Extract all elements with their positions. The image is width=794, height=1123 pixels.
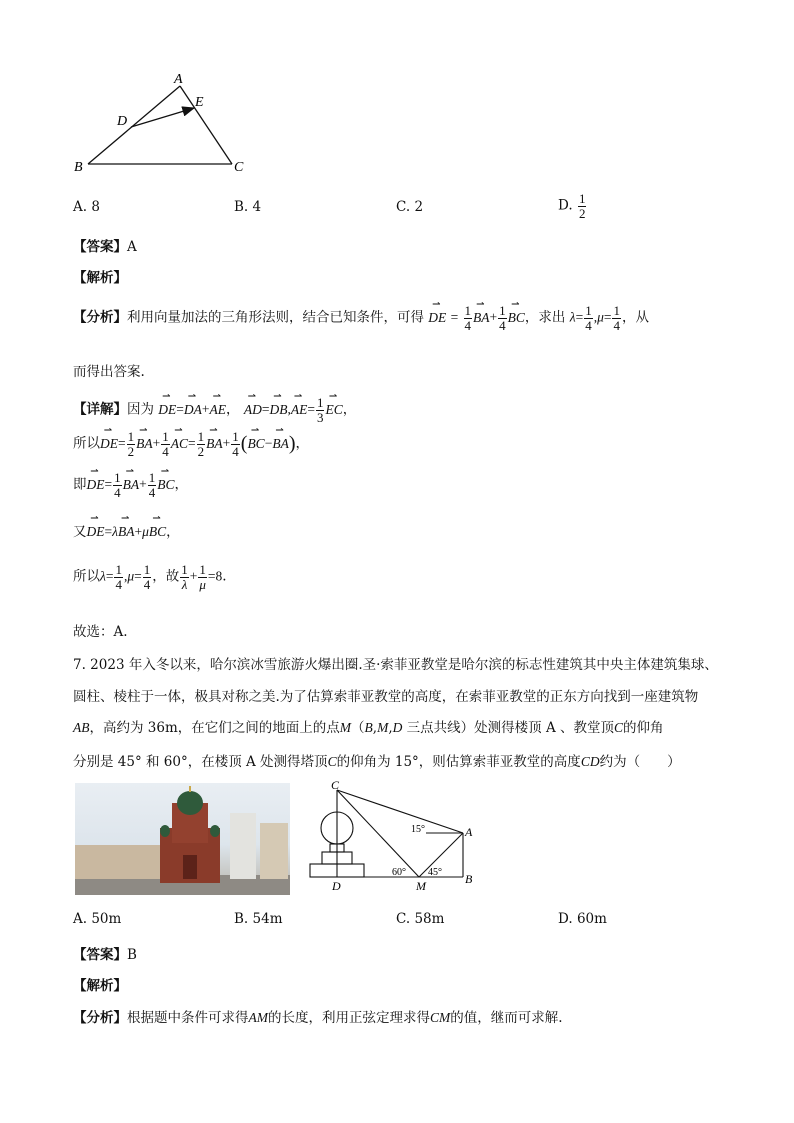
elevation-diagram xyxy=(300,780,500,895)
label-B: B xyxy=(74,160,83,175)
svg-text:60°: 60° xyxy=(392,867,406,878)
q7-stem-line3: AB，高约为 36m，在它们之间的地面上的点M（B,M,D 三点共线）处测得楼顶 A 、教堂顶C的仰角 xyxy=(73,720,664,736)
segment-AC xyxy=(180,86,232,164)
cathedral-photo xyxy=(75,783,290,895)
label-A: A xyxy=(174,72,183,87)
label-E: E xyxy=(195,95,204,110)
q6-answer: 【答案】A xyxy=(73,239,137,255)
q6-option-b: B. 4 xyxy=(234,199,262,215)
q7-option-c: C. 58m xyxy=(396,911,445,927)
q6-option-d: D. $\frac{1}{2}$ xyxy=(558,191,586,221)
q6-fenxi-line2: 而得出答案. xyxy=(73,364,145,380)
q6-option-c: C. 2 xyxy=(396,199,424,215)
q7-stem-line1: 7. 2023 年入冬以来，哈尔滨冰雪旅游火爆出圈.圣·索菲亚教堂是哈尔滨的标志性建筑其中央主体建筑集球、 xyxy=(73,657,718,673)
svg-text:B: B xyxy=(465,872,473,886)
vector-DE xyxy=(131,108,194,127)
q7-stem-line2: 圆柱、棱柱于一体，极具对称之美.为了估算索菲亚教堂的高度，在索菲亚教堂的正东方向找到一座建筑物 xyxy=(73,689,699,705)
q7-answer: 【答案】B xyxy=(73,947,137,963)
svg-text:M: M xyxy=(416,879,426,893)
svg-text:C: C xyxy=(331,780,340,792)
q6-fenxi-line1: 【分析】利用向量加法的三角形法则，结合已知条件，可得 ⇀ DE = $\frac{1}{4}$ ⇀ BA+ $\frac{1}{4}$ ⇀ BC，求出 λ= $\frac{1}{4}$ ,μ= $\frac{1}{4}$ ，从 xyxy=(73,304,649,332)
svg-text:15°: 15° xyxy=(411,824,425,835)
q6-choose: 故选：A. xyxy=(73,624,128,640)
q7-analysis-heading: 【解析】 xyxy=(73,978,127,994)
q6-detail-line5: 所以λ= $\frac{1}{4}$ ,μ= $\frac{1}{4}$ ，故 $\frac{1}{\lambda}$ + $\frac{1}{\mu}$ =8. xyxy=(73,562,227,592)
q6-detail-line1: 【详解】因为 ⇀ DE=⇀ DA+⇀ AE， ⇀ AD=⇀ DB,⇀ AE= $\frac{1}{3}$ ⇀ EC， xyxy=(73,396,356,424)
q6-detail-line4: 又⇀ DE=λ⇀ BA+μ⇀ BC， xyxy=(73,520,180,540)
label-D: D xyxy=(117,114,128,129)
segment-AB xyxy=(88,86,180,164)
svg-text:A: A xyxy=(465,825,473,839)
label-C: C xyxy=(234,160,244,175)
q7-option-d: D. 60m xyxy=(558,911,607,927)
svg-text:D: D xyxy=(332,879,341,893)
q6-detail-line3: 即⇀ DE= $\frac{1}{4}$ ⇀ BA+ $\frac{1}{4}$ ⇀ BC， xyxy=(73,471,188,499)
q7-fenxi: 【分析】根据题中条件可求得AM的长度，利用正弦定理求得CM的值，继而可求解. xyxy=(73,1010,563,1026)
svg-text:45°: 45° xyxy=(428,867,442,878)
q7-option-a: A. 50m xyxy=(73,911,122,927)
q6-analysis-heading: 【解析】 xyxy=(73,270,127,286)
q6-option-a: A. 8 xyxy=(73,199,100,215)
q7-option-b: B. 54m xyxy=(234,911,283,927)
triangle-figure xyxy=(70,70,260,180)
q7-stem-line4: 分别是 45° 和 60°，在楼顶 A 处测得塔顶C的仰角为 15°，则估算索菲亚教堂的高度CD约为（ ） xyxy=(73,754,681,770)
q6-detail-line2: 所以⇀ DE= $\frac{1}{2}$ ⇀ BA+ $\frac{1}{4}$ ⇀ AC= $\frac{1}{2}$ ⇀ BA+ $\frac{1}{4}$ (⇀ BC−⇀ BA)， xyxy=(73,430,309,458)
